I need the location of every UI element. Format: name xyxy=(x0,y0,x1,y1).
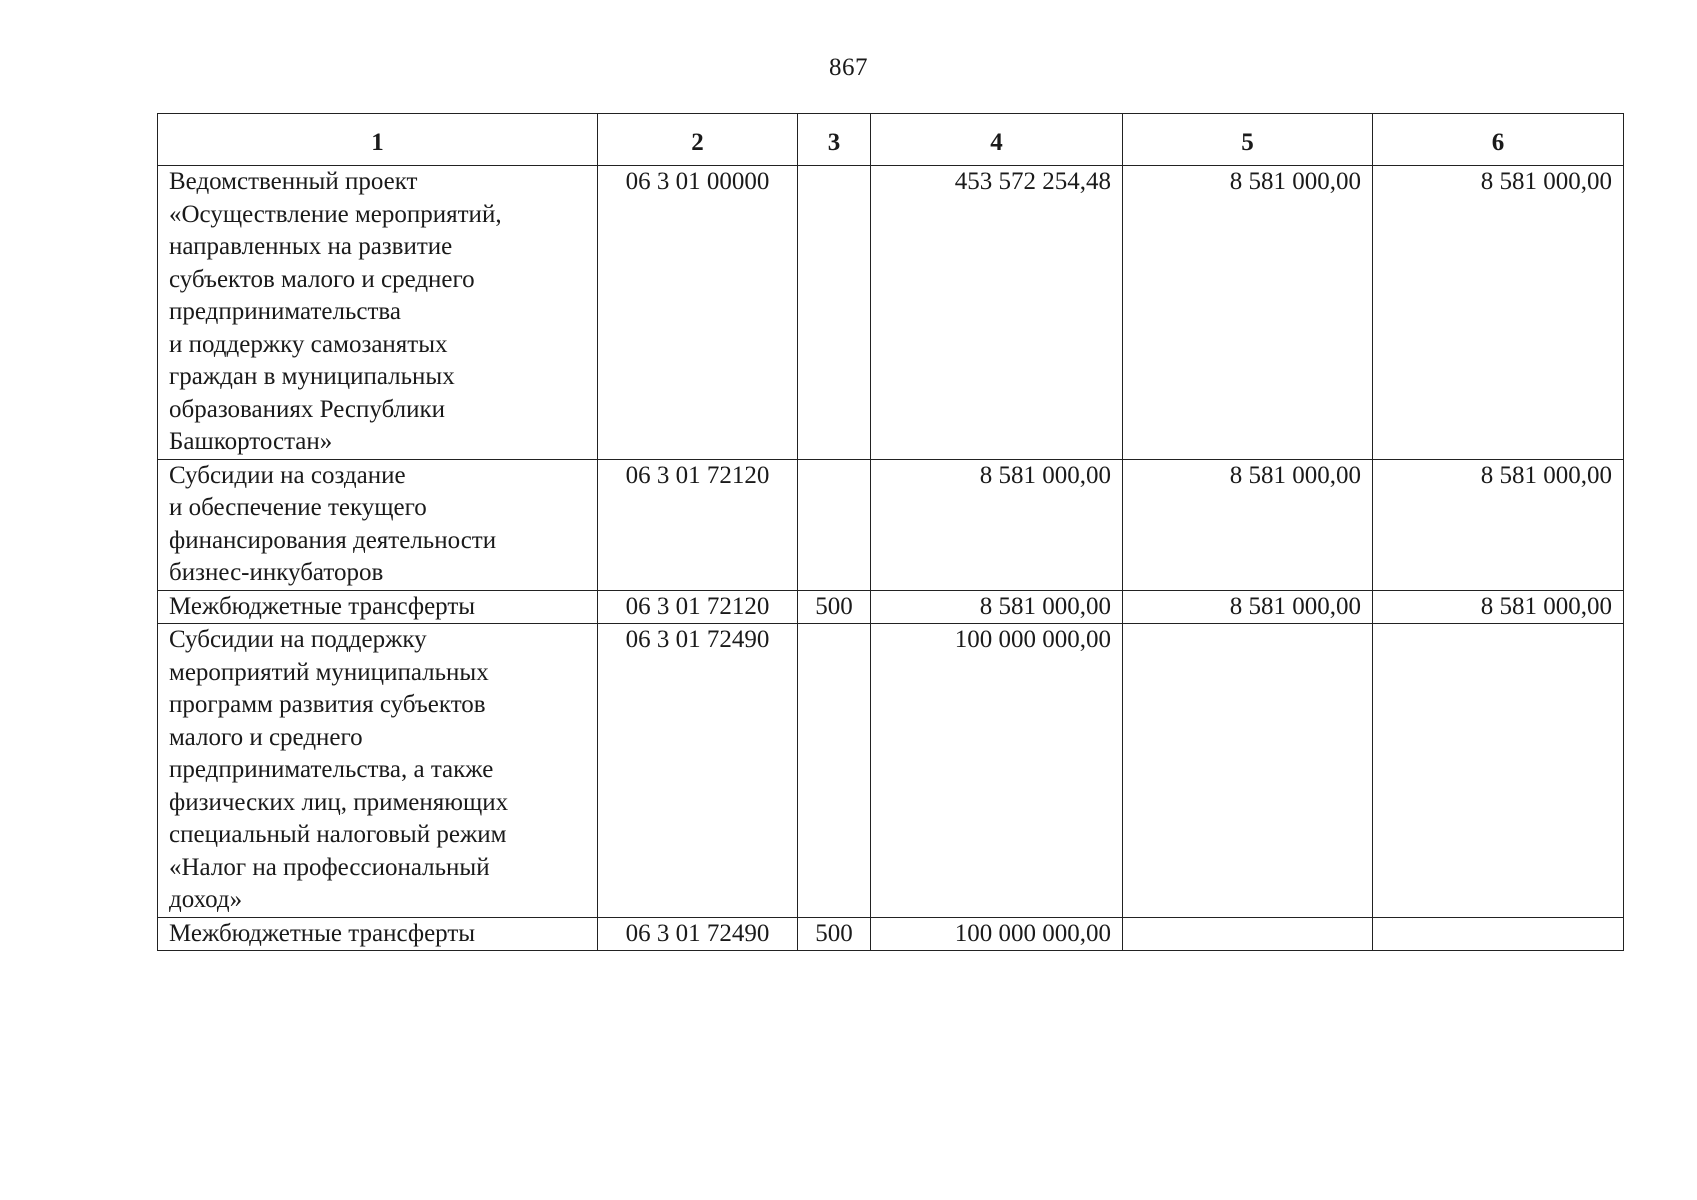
row-col5-cell: 8 581 000,00 xyxy=(1123,166,1373,460)
page-number: 867 xyxy=(829,54,868,81)
row-col4-cell: 100 000 000,00 xyxy=(871,624,1123,918)
row-kind-cell: 500 xyxy=(798,917,871,951)
row-col6-cell: 8 581 000,00 xyxy=(1373,590,1624,624)
row-name-line: и поддержку самозанятых xyxy=(169,330,448,358)
row-name-line: мероприятий муниципальных xyxy=(169,658,489,686)
header-cell-6: 6 xyxy=(1373,114,1624,166)
row-name-line: программ развития субъектов xyxy=(169,691,486,718)
header-cell-3: 3 xyxy=(798,114,871,166)
row-name-line: Субсидии на поддержку xyxy=(169,626,427,653)
row-name-line: и обеспечение текущего xyxy=(169,494,427,521)
row-name-line: «Налог на профессиональный xyxy=(169,853,490,881)
row-name-line: доход» xyxy=(169,886,243,913)
row-col6-cell xyxy=(1373,917,1624,951)
row-name-cell xyxy=(158,459,598,590)
table-row xyxy=(158,459,1624,590)
row-kind-cell xyxy=(798,166,871,460)
row-col6-cell: 8 581 000,00 xyxy=(1373,166,1624,460)
row-kind-cell xyxy=(798,459,871,590)
table-row xyxy=(158,590,1624,624)
row-name-line: малого и среднего xyxy=(169,723,363,751)
table-row xyxy=(158,166,1624,460)
row-name-cell xyxy=(158,624,598,918)
header-cell-4: 4 xyxy=(871,114,1123,166)
row-kind-cell: 500 xyxy=(798,590,871,624)
row-name-cell xyxy=(158,590,598,624)
header-cell-2: 2 xyxy=(598,114,798,166)
row-col6-cell xyxy=(1373,624,1624,918)
budget-table xyxy=(157,113,1624,951)
row-col5-cell xyxy=(1123,917,1373,951)
row-col4-cell: 8 581 000,00 xyxy=(871,590,1123,624)
header-cell-5: 5 xyxy=(1123,114,1373,166)
row-name-line: физических лиц, применяющих xyxy=(169,788,509,816)
row-name-cell xyxy=(158,166,598,460)
row-name-cell xyxy=(158,917,598,951)
row-name-line: предпринимательства xyxy=(169,298,401,325)
row-name-line: субъектов малого и среднего xyxy=(169,265,475,293)
row-name-line: Башкортостан» xyxy=(169,428,333,455)
row-name-line: Межбюджетные трансферты xyxy=(169,592,476,620)
row-code-cell: 06 3 01 72490 xyxy=(598,917,798,951)
table-row xyxy=(158,917,1624,951)
row-code-cell: 06 3 01 72120 xyxy=(598,459,798,590)
row-name-line: финансирования деятельности xyxy=(169,526,497,554)
row-col4-cell: 8 581 000,00 xyxy=(871,459,1123,590)
row-col6-cell: 8 581 000,00 xyxy=(1373,459,1624,590)
row-name-line: образованиях Республики xyxy=(169,395,446,423)
row-kind-cell xyxy=(798,624,871,918)
row-name-line: специальный налоговый режим xyxy=(169,821,507,848)
table-row xyxy=(158,624,1624,918)
row-code-cell: 06 3 01 00000 xyxy=(598,166,798,460)
row-col4-cell: 453 572 254,48 xyxy=(871,166,1123,460)
row-col5-cell: 8 581 000,00 xyxy=(1123,459,1373,590)
row-name-line: «Осуществление мероприятий, xyxy=(169,200,502,228)
row-col5-cell xyxy=(1123,624,1373,918)
row-name-line: направленных на развитие xyxy=(169,233,453,260)
row-name-line: граждан в муниципальных xyxy=(169,363,455,390)
header-cell-1: 1 xyxy=(158,114,598,166)
row-name-line: Субсидии на создание xyxy=(169,461,406,489)
row-col5-cell: 8 581 000,00 xyxy=(1123,590,1373,624)
row-name-line: бизнес-инкубаторов xyxy=(169,559,384,586)
row-name-line: Межбюджетные трансферты xyxy=(169,919,476,947)
row-code-cell: 06 3 01 72120 xyxy=(598,590,798,624)
header-row xyxy=(158,114,1624,166)
row-code-cell: 06 3 01 72490 xyxy=(598,624,798,918)
row-name-line: Ведомственный проект xyxy=(169,168,418,195)
row-col4-cell: 100 000 000,00 xyxy=(871,917,1123,951)
row-name-line: предпринимательства, а также xyxy=(169,756,494,783)
